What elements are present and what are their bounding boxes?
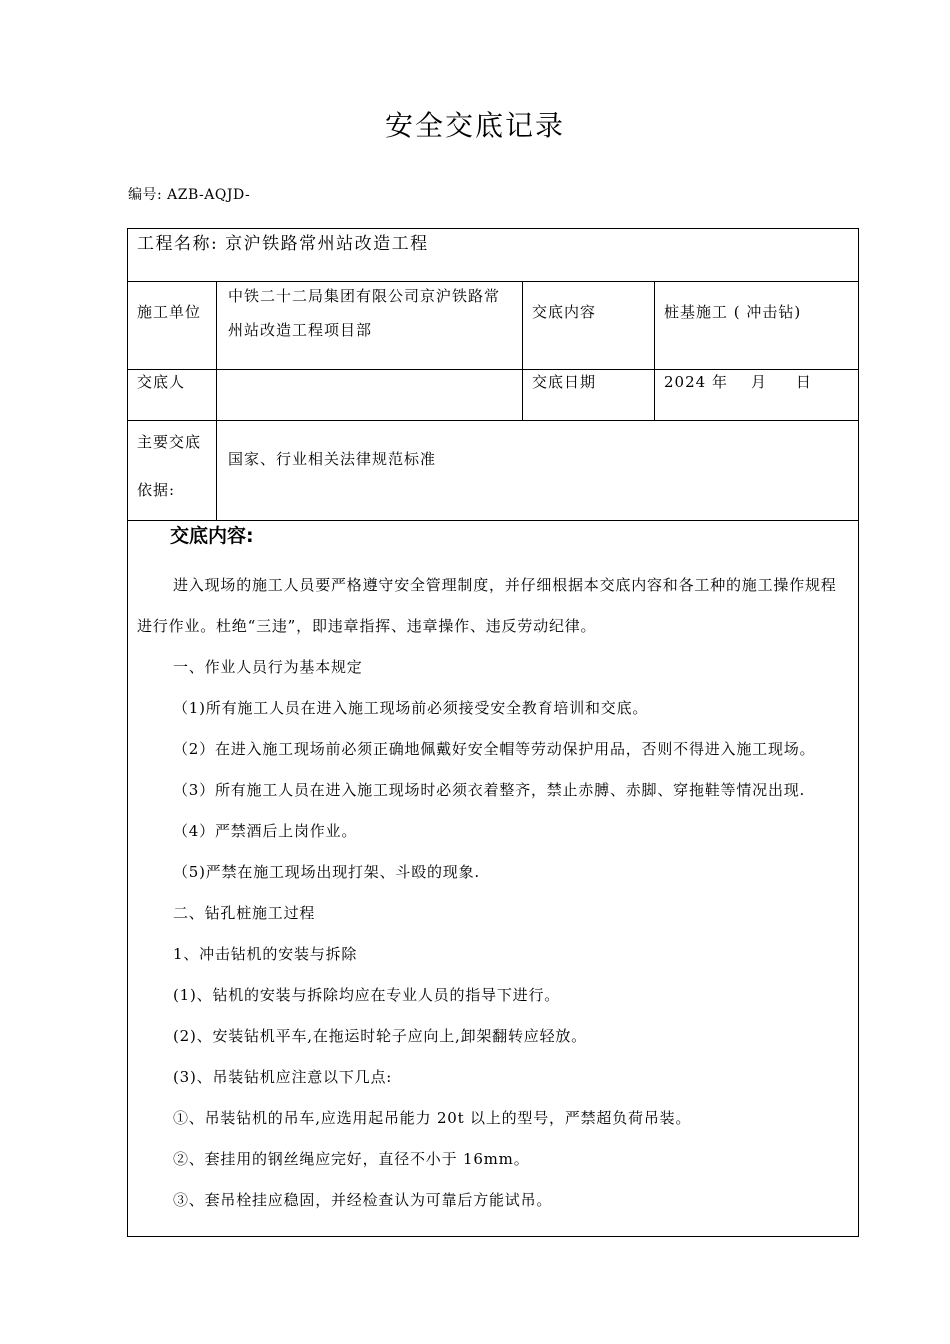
basis-label xyxy=(137,418,201,514)
row-divider xyxy=(127,420,859,421)
paragraph: ①、吊装钻机的吊车,应选用起吊能力 20t 以上的型号，严禁超负荷吊装。 xyxy=(173,1109,692,1127)
column-divider xyxy=(654,281,655,420)
unit-value-line1: 中铁二十二局集团有限公司京沪铁路常 xyxy=(228,287,501,305)
paragraph: （2）在进入施工现场前必须正确地佩戴好安全帽等劳动保护用品，否则不得进入施工现场。 xyxy=(173,740,816,758)
basis-value: 国家、行业相关法律规范标准 xyxy=(228,450,437,468)
document-number: 编号: AZB-AQJD- xyxy=(128,187,251,203)
unit-value xyxy=(228,281,500,347)
paragraph: ②、套挂用的钢丝绳应完好，直径不小于 16mm。 xyxy=(173,1150,530,1168)
briefing-content xyxy=(137,565,851,1221)
paragraph: 二、钻孔桩施工过程 xyxy=(173,904,316,922)
unit-label: 施工单位 xyxy=(137,303,202,321)
page-title: 安全交底记录 xyxy=(384,109,565,142)
date-label: 交底日期 xyxy=(532,373,597,391)
date-value: 2024 年 月 日 xyxy=(664,373,812,391)
basis-label-line1: 主要交底 xyxy=(137,433,202,451)
project-name-row xyxy=(137,228,429,260)
column-divider xyxy=(216,281,217,520)
person-label: 交底人 xyxy=(137,373,186,391)
section-title: 交底内容: xyxy=(170,525,254,547)
paragraph: （5)严禁在施工现场出现打架、斗殴的现象. xyxy=(173,863,480,881)
paragraph: （3）所有施工人员在进入施工现场时必须衣着整齐，禁止赤膊、赤脚、穿拖鞋等情况出现. xyxy=(173,781,806,799)
paragraph: （1)所有施工人员在进入施工现场前必须接受安全教育培训和交底。 xyxy=(173,699,649,717)
paragraph: (2)、安装钻机平车,在拖运时轮子应向上,卸架翻转应轻放。 xyxy=(173,1027,587,1045)
project-name-value: 京沪铁路常州站改造工程 xyxy=(225,234,429,254)
paragraph: (1)、钻机的安装与拆除均应在专业人员的指导下进行。 xyxy=(173,986,561,1004)
column-divider xyxy=(522,281,523,420)
paragraph: (3)、吊装钻机应注意以下几点: xyxy=(173,1068,393,1086)
intro-paragraph: 进入现场的施工人员要严格遵守安全管理制度，并仔细根据本交底内容和各工种的施工操作规程进行作业。杜绝“三违”，即违章指挥、违章操作、违反劳动纪律。 xyxy=(137,576,837,635)
paragraph: （4）严禁酒后上岗作业。 xyxy=(173,822,358,840)
paragraph: 一、作业人员行为基本规定 xyxy=(173,658,363,676)
basis-label-line2: 依据: xyxy=(137,481,176,499)
project-name-label: 工程名称: xyxy=(137,234,219,254)
unit-value-line2: 州站改造工程项目部 xyxy=(228,321,373,339)
content-value: 桩基施工 ( 冲击钻) xyxy=(664,303,802,321)
paragraph: ③、套吊栓挂应稳固，并经检查认为可靠后方能试吊。 xyxy=(173,1191,553,1209)
paragraph: 1、冲击钻机的安装与拆除 xyxy=(173,945,358,963)
content-label: 交底内容 xyxy=(532,303,597,321)
